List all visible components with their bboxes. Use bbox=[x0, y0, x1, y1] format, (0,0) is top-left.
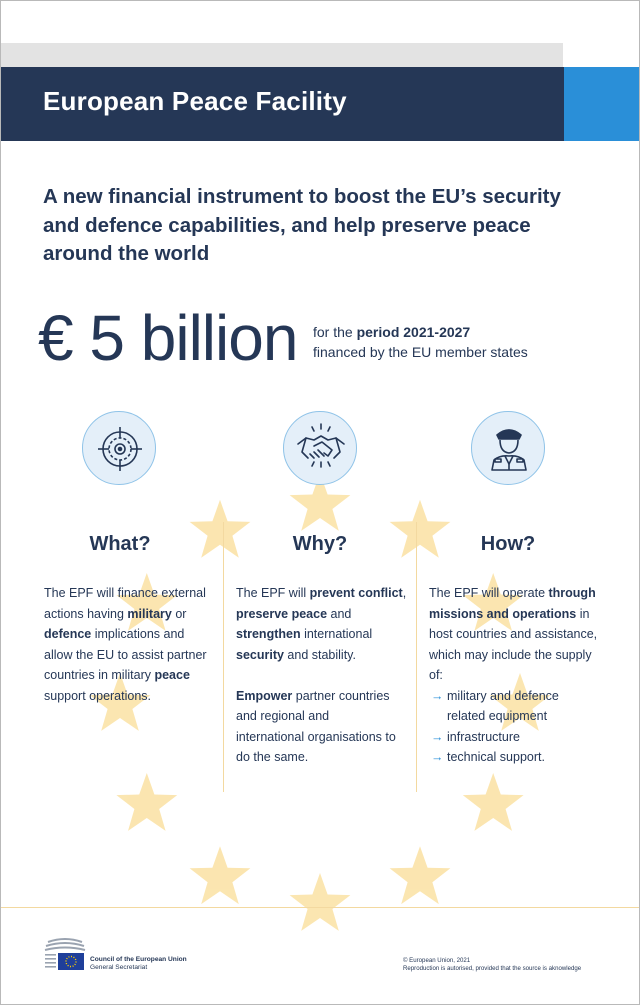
council-logo bbox=[44, 936, 86, 974]
eu-star-icon bbox=[463, 773, 524, 831]
how-heading: How? bbox=[480, 533, 536, 555]
budget-amount: € 5 billion bbox=[38, 302, 298, 374]
crosshair-target-icon bbox=[82, 411, 156, 485]
list-item: → infrastructure bbox=[429, 727, 609, 748]
footer-divider bbox=[1, 907, 639, 908]
military-officer-icon bbox=[471, 411, 545, 485]
how-text: The EPF will operate through missions and operations in host countries and assistance, which may include the supply of: → military and defence related equipment → infrastructure → technical support. bbox=[429, 583, 609, 768]
column-divider-1 bbox=[223, 522, 224, 792]
header-grey-strip bbox=[1, 43, 563, 67]
what-heading: What? bbox=[89, 533, 151, 555]
why-heading: Why? bbox=[292, 533, 348, 555]
why-text: The EPF will prevent conflict, preserve peace and strengthen international security and stability. Empower partner countries and regional and international organisations to do the same. bbox=[236, 586, 407, 764]
eu-star-icon bbox=[390, 846, 451, 904]
arrow-right-icon: → bbox=[431, 729, 444, 744]
column-divider-2 bbox=[416, 522, 417, 792]
how-list bbox=[429, 686, 609, 768]
eu-star-icon bbox=[290, 873, 351, 931]
arrow-right-icon: → bbox=[431, 750, 444, 764]
page-title: European Peace Facility bbox=[43, 86, 347, 116]
what-text: The EPF will finance external actions having military or defence implications and allow the EU to assist partner countries in military peace support operations. bbox=[44, 586, 207, 703]
eu-star-icon bbox=[116, 773, 177, 831]
budget-description: for the period 2021-2027 financed by the EU member states bbox=[313, 324, 528, 360]
footer-copyright: © European Union, 2021 Reproduction is autorised, provided that the source is aknowledge bbox=[403, 957, 582, 972]
title-banner-accent bbox=[564, 67, 639, 141]
eu-star-icon bbox=[190, 846, 251, 904]
list-item: → technical support. bbox=[429, 747, 609, 768]
footer-organisation: Council of the European Union General Secretariat bbox=[90, 956, 187, 971]
subtitle: A new financial instrument to boost the EU’s security and defence capabilities, and help preserve peace around the world bbox=[43, 185, 561, 265]
handshake-icon bbox=[283, 411, 357, 485]
list-item: → military and defence related equipment bbox=[429, 686, 582, 727]
arrow-right-icon: → bbox=[431, 688, 444, 703]
